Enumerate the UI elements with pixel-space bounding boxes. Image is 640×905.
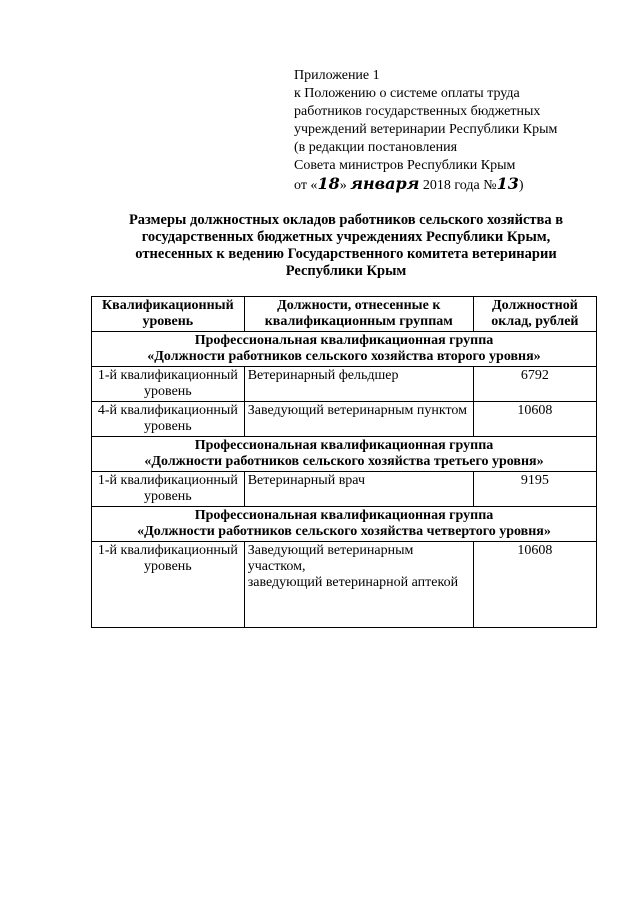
table-header-row — [92, 297, 597, 332]
position-cell: Заведующий ветеринарным пунктом — [244, 402, 473, 437]
salary-cell: 6792 — [473, 367, 596, 402]
position-cell — [244, 542, 473, 628]
group-title — [92, 507, 597, 542]
header-qualification-level: Квалификационный уровень — [92, 297, 245, 332]
group-row — [92, 437, 597, 472]
qualification-level-cell: 1-й квалификационный уровень — [92, 542, 245, 628]
handwritten-month: января — [350, 174, 420, 193]
group-title-line: Профессиональная квалификационная группа — [194, 438, 494, 453]
appendix-line: учреждений ветеринарии Республики Крым — [294, 122, 558, 137]
title-line: государственных бюджетных учреждениях Республики Крым, — [141, 229, 551, 245]
appendix-date-line — [294, 175, 594, 195]
group-row — [92, 332, 597, 367]
table-row — [92, 472, 597, 507]
title-line: Республики Крым — [285, 263, 407, 279]
title-line: отнесенных к ведению Государственного комитета ветеринарии — [135, 246, 557, 262]
qualification-level-cell: 4-й квалификационный уровень — [92, 402, 245, 437]
salary-table — [91, 296, 597, 628]
appendix-line: к Положению о системе оплаты труда — [294, 86, 520, 101]
title-line: Размеры должностных окладов работников сельского хозяйства в — [128, 212, 564, 228]
table-row — [92, 402, 597, 437]
document-title — [96, 212, 596, 280]
date-suffix: ) — [518, 178, 524, 193]
appendix-line: Приложение 1 — [294, 68, 380, 83]
group-title-line: «Должности работников сельского хозяйства четвертого уровня» — [137, 524, 551, 539]
header-positions: Должности, отнесенные к квалификационным группам — [244, 297, 473, 332]
salary-cell: 9195 — [473, 472, 596, 507]
header-salary: Должностной оклад, рублей — [473, 297, 596, 332]
appendix-line: работников государственных бюджетных — [294, 104, 541, 119]
appendix-block — [294, 67, 594, 195]
group-title-line: «Должности работников сельского хозяйства третьего уровня» — [144, 454, 544, 469]
date-quote: » — [339, 178, 347, 193]
position-cell: Ветеринарный фельдшер — [244, 367, 473, 402]
position-line: заведующий ветеринарной аптекой — [247, 575, 459, 590]
qualification-level-cell: 1-й квалификационный уровень — [92, 472, 245, 507]
table-row — [92, 367, 597, 402]
salary-cell: 10608 — [473, 542, 596, 628]
group-title-line: «Должности работников сельского хозяйства второго уровня» — [147, 349, 541, 364]
appendix-line: (в редакции постановления — [294, 140, 458, 155]
date-prefix: от « — [294, 178, 318, 193]
group-title — [92, 332, 597, 367]
table-row — [92, 542, 597, 628]
position-cell: Ветеринарный врач — [244, 472, 473, 507]
date-year: 2018 года № — [422, 178, 497, 193]
appendix-line: Совета министров Республики Крым — [294, 158, 516, 173]
position-line: Заведующий ветеринарным участком, — [247, 543, 414, 574]
group-title-line: Профессиональная квалификационная группа — [194, 508, 494, 523]
group-row — [92, 507, 597, 542]
group-title-line: Профессиональная квалификационная группа — [194, 333, 494, 348]
salary-cell: 10608 — [473, 402, 596, 437]
handwritten-number: 13 — [496, 174, 519, 193]
handwritten-day: 18 — [317, 174, 340, 193]
group-title — [92, 437, 597, 472]
qualification-level-cell: 1-й квалификационный уровень — [92, 367, 245, 402]
